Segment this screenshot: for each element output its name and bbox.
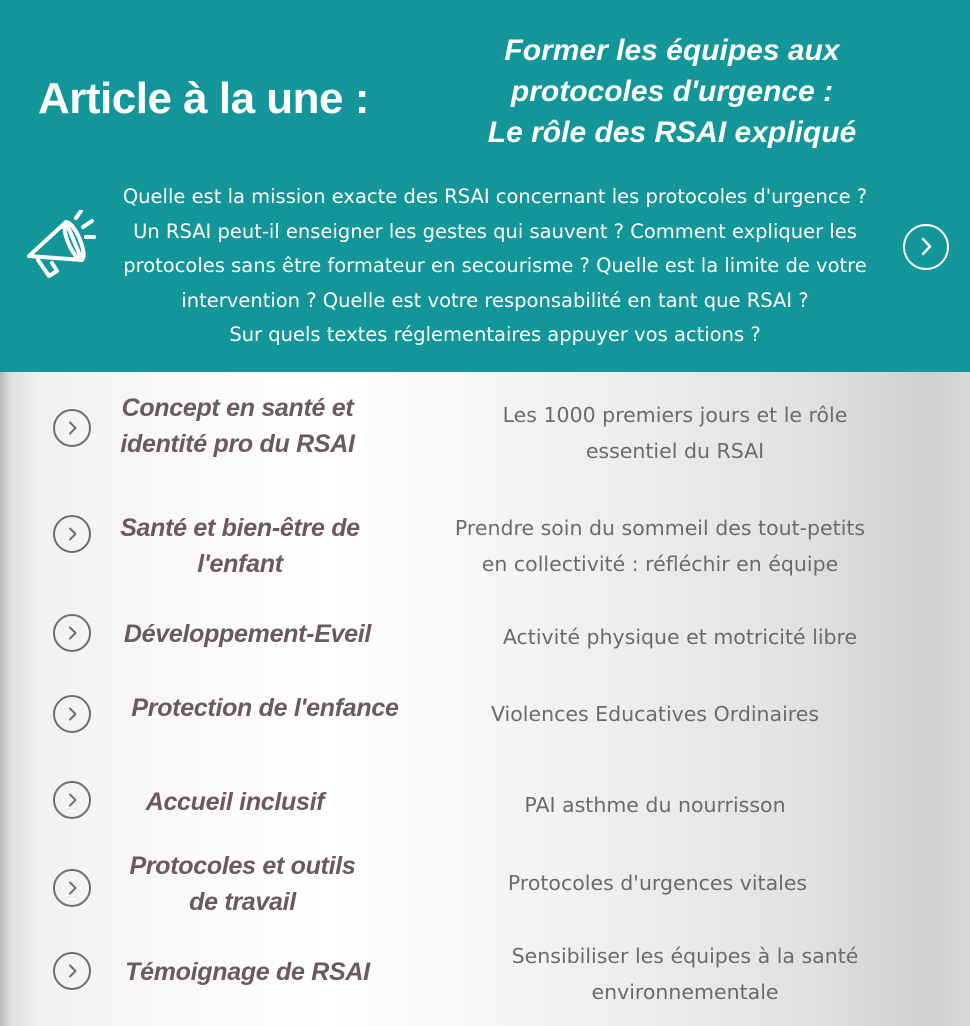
category-link[interactable] [100,848,385,920]
question-line: Un RSAI peut-il enseigner les gestes qui sauvent ? Comment expliquer les [133,219,857,243]
row-chevron-button[interactable] [53,515,91,553]
question-line: intervention ? Quelle est votre responsabilité en tant que RSAI ? [181,288,809,312]
article-line: Les 1000 premiers jours et le rôle [502,403,848,427]
article-line: Prendre soin du sommeil des tout-petits [454,516,866,540]
chevron-right-icon [55,697,89,731]
category-link[interactable] [120,690,410,726]
category-link[interactable] [100,510,380,582]
chevron-right-icon [55,411,89,445]
category-line: Accueil inclusif [145,788,325,816]
category-link[interactable] [110,616,385,652]
featured-title-line: Le rôle des RSAI expliqué [487,116,857,149]
featured-article-banner[interactable] [0,0,970,372]
row-chevron-button[interactable] [53,614,91,652]
article-link[interactable] [480,619,880,655]
article-line: Sensibiliser les équipes à la santé [511,944,859,968]
category-line: de travail [189,888,296,916]
article-link[interactable] [480,787,830,823]
question-line: Sur quels textes réglementaires appuyer vos actions ? [229,323,761,346]
featured-title-line: protocoles d'urgence : [510,75,834,108]
article-line: PAI asthme du nourrisson [524,793,786,817]
category-link[interactable] [105,954,390,990]
article-line: Activité physique et motricité libre [502,625,858,649]
category-line: Développement-Eveil [123,620,372,648]
category-line: Témoignage de RSAI [125,958,370,986]
category-line: Protection de l'enfance [131,694,399,722]
chevron-right-icon [55,954,89,988]
category-list [0,372,970,1026]
row-chevron-button[interactable] [53,781,91,819]
chevron-right-icon [55,616,89,650]
row-chevron-button[interactable] [53,695,91,733]
featured-article-title[interactable] [392,30,952,153]
chevron-right-icon [905,226,946,267]
article-link[interactable] [435,510,885,582]
article-link[interactable] [475,938,895,1010]
question-line: protocoles sans être formateur en secourisme ? Quelle est la limite de votre [123,254,867,277]
article-link[interactable] [470,397,880,469]
featured-title-line: Former les équipes aux [504,34,840,67]
category-line: identité pro du RSAI [120,430,355,458]
article-link[interactable] [470,865,845,901]
row-chevron-button[interactable] [53,409,91,447]
category-line: l'enfant [197,550,283,578]
category-line: Concept en santé et [121,394,354,422]
row-chevron-button[interactable] [53,952,91,990]
chevron-right-icon [55,517,89,551]
article-line: Violences Educatives Ordinaires [490,702,820,726]
category-line: Santé et bien-être de [120,514,360,542]
article-line: environnementale [591,980,779,1004]
featured-article-questions [100,180,890,353]
category-link[interactable] [100,390,375,462]
chevron-right-icon [55,871,89,905]
featured-next-button[interactable] [903,224,949,270]
article-line: Protocoles d'urgences vitales [507,871,808,895]
category-link[interactable] [110,784,360,820]
category-line: Protocoles et outils [129,852,356,880]
article-line: en collectivité : réfléchir en équipe [481,552,839,576]
article-link[interactable] [460,696,850,732]
megaphone-icon [24,210,98,288]
chevron-right-icon [55,783,89,817]
row-chevron-button[interactable] [53,869,91,907]
article-line: essentiel du RSAI [585,439,765,463]
featured-label: Article à la une : [38,74,369,123]
question-line: Quelle est la mission exacte des RSAI concernant les protocoles d'urgence ? [122,185,868,208]
